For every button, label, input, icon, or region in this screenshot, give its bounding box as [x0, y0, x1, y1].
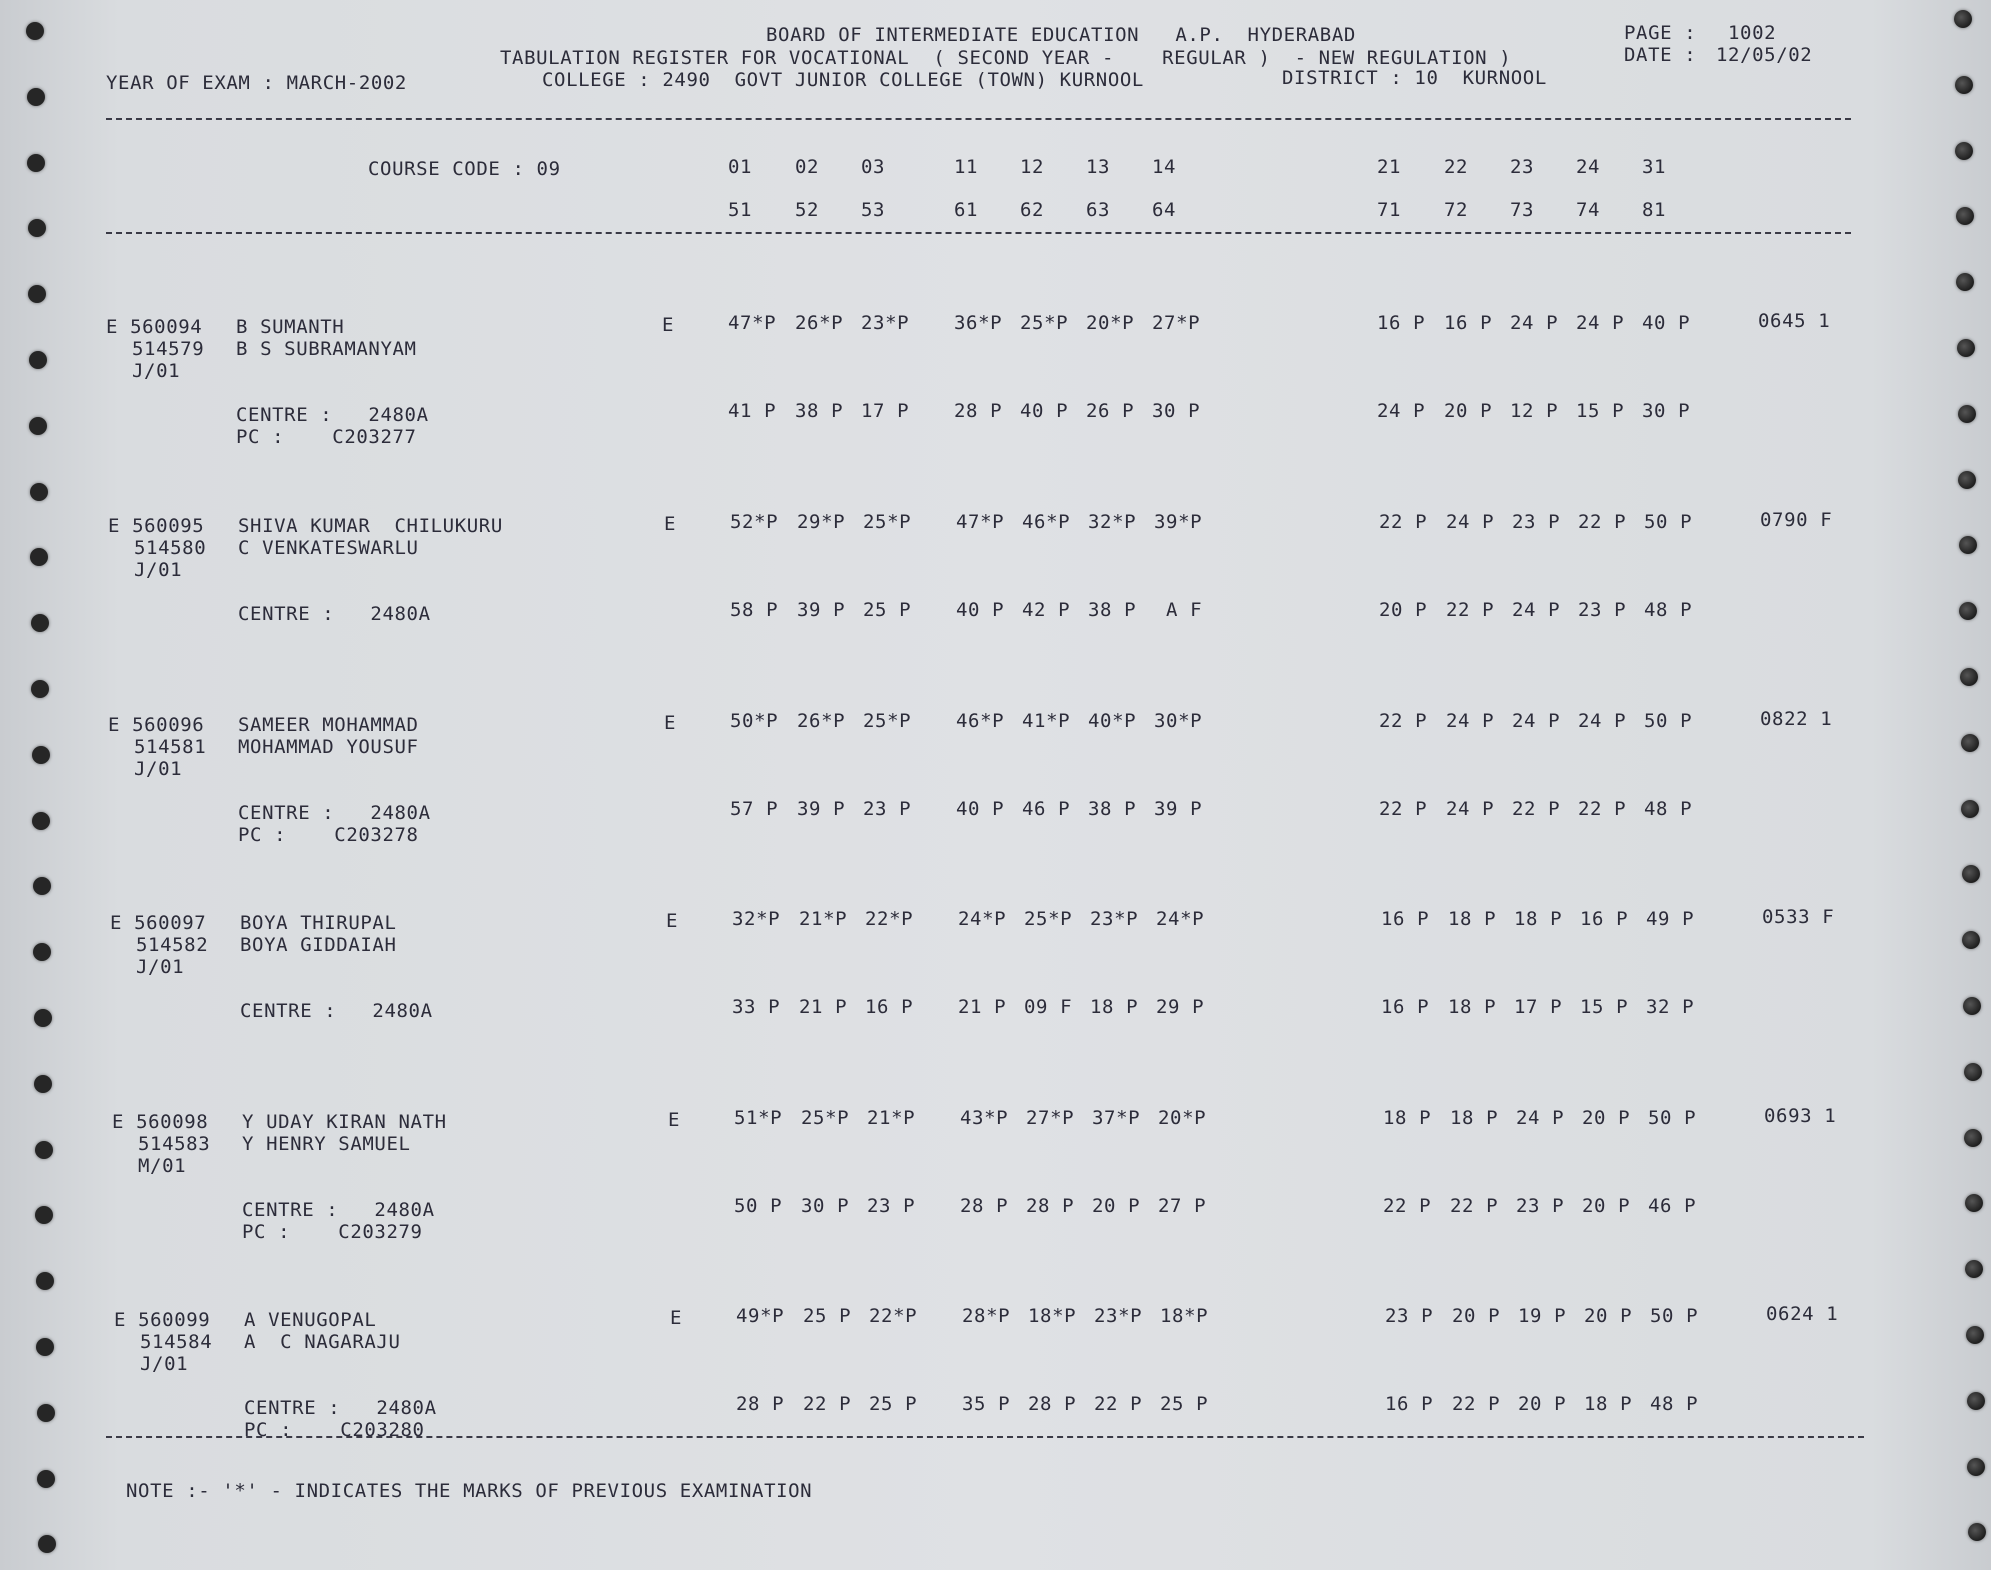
medium-code: E [664, 513, 677, 535]
pc-number: PC : C203277 [236, 426, 417, 448]
mark-cell: 23 P [867, 1195, 916, 1217]
mark-cell: 15 P [1576, 400, 1625, 422]
feed-hole [36, 1272, 54, 1290]
mark-cell: 22 P [1512, 798, 1561, 820]
mark-cell: 41*P [1022, 710, 1071, 732]
mark-cell: 23*P [1094, 1305, 1143, 1327]
mark-cell: 17 P [861, 400, 910, 422]
mark-cell: 22 P [1446, 599, 1495, 621]
feed-hole [32, 746, 50, 764]
group-code: J/01 [134, 758, 183, 780]
feed-hole [1955, 142, 1973, 160]
mark-cell: 18 P [1584, 1393, 1633, 1415]
mark-cell: 50 P [1648, 1107, 1697, 1129]
exam-centre: CENTRE : 2480A [240, 1000, 433, 1022]
mark-cell: 39 P [797, 599, 846, 621]
mark-cell: 29*P [797, 511, 846, 533]
subject-code-header: 62 [1020, 199, 1045, 221]
mark-cell: 20 P [1092, 1195, 1141, 1217]
mark-cell: 18*P [1028, 1305, 1077, 1327]
hall-ticket-number: E 560095 [108, 515, 205, 537]
medium-code: E [670, 1307, 683, 1329]
mark-cell: 18 P [1448, 996, 1497, 1018]
subject-code-header: 22 [1444, 156, 1469, 178]
print-date: 12/05/02 [1716, 44, 1813, 66]
mark-cell: 40 P [1020, 400, 1069, 422]
mark-cell: 50 P [1644, 710, 1693, 732]
mark-cell: 17 P [1514, 996, 1563, 1018]
hall-ticket-number: E 560097 [110, 912, 207, 934]
bottom-divider [106, 1436, 1864, 1438]
mark-cell: 26*P [795, 312, 844, 334]
mark-cell: 40*P [1088, 710, 1137, 732]
mark-cell: 51*P [734, 1107, 783, 1129]
mark-cell: 41 P [728, 400, 777, 422]
subject-code-header: 13 [1086, 156, 1111, 178]
feed-hole [30, 483, 48, 501]
mark-cell: 24 P [1576, 312, 1625, 334]
mark-cell: 22 P [1379, 710, 1428, 732]
subject-code-header: 72 [1444, 199, 1469, 221]
mark-cell: 22 P [1094, 1393, 1143, 1415]
mark-cell: 23*P [861, 312, 910, 334]
mark-cell: 18 P [1090, 996, 1139, 1018]
feed-hole [1956, 207, 1974, 225]
mark-cell: 16 P [1385, 1393, 1434, 1415]
mark-cell: 29 P [1156, 996, 1205, 1018]
father-name: B S SUBRAMANYAM [236, 338, 417, 360]
feed-hole [35, 1206, 53, 1224]
feed-hole [28, 219, 46, 237]
mark-cell: 27 P [1158, 1195, 1207, 1217]
mark-cell: 20 P [1582, 1107, 1631, 1129]
mark-cell: 24 P [1446, 710, 1495, 732]
feed-hole [29, 417, 47, 435]
mark-cell: 18 P [1450, 1107, 1499, 1129]
mark-cell: 20 P [1379, 599, 1428, 621]
district-info: DISTRICT : 10 KURNOOL [1282, 67, 1547, 89]
mark-cell: 50 P [734, 1195, 783, 1217]
subject-code-header: 11 [954, 156, 979, 178]
feed-hole [1960, 668, 1978, 686]
mark-cell: 25 P [863, 599, 912, 621]
mark-cell: 38 P [1088, 599, 1137, 621]
mark-cell: 47*P [956, 511, 1005, 533]
mark-cell: 28 P [1026, 1195, 1075, 1217]
feed-hole [26, 22, 44, 40]
mark-cell: 25*P [863, 710, 912, 732]
mark-cell: 38 P [795, 400, 844, 422]
mark-cell: 30 P [801, 1195, 850, 1217]
feed-hole [1959, 536, 1977, 554]
father-name: A C NAGARAJU [244, 1331, 401, 1353]
exam-centre: CENTRE : 2480A [242, 1199, 435, 1221]
mark-cell: 57 P [730, 798, 779, 820]
mark-cell: 22 P [803, 1393, 852, 1415]
subject-code-header: 53 [861, 199, 886, 221]
mark-cell: 25 P [1160, 1393, 1209, 1415]
board-title: BOARD OF INTERMEDIATE EDUCATION A.P. HYDERABAD [766, 24, 1356, 46]
mark-cell: 22 P [1578, 798, 1627, 820]
mark-cell: 24*P [1156, 908, 1205, 930]
hall-ticket-number: E 560094 [106, 316, 203, 338]
page-number: 1002 [1728, 22, 1777, 44]
mark-cell: 30 P [1152, 400, 1201, 422]
exam-centre: CENTRE : 2480A [238, 802, 431, 824]
mark-cell: 22 P [1379, 798, 1428, 820]
student-name: BOYA THIRUPAL [240, 912, 397, 934]
mark-cell: 24 P [1446, 511, 1495, 533]
mark-cell: 30 P [1642, 400, 1691, 422]
subject-code-header: 71 [1377, 199, 1402, 221]
mark-cell: 24 P [1512, 710, 1561, 732]
hall-ticket-number: E 560098 [112, 1111, 209, 1133]
feed-hole [34, 1009, 52, 1027]
mark-cell: 22 P [1450, 1195, 1499, 1217]
mark-cell: 21*P [799, 908, 848, 930]
mark-cell: 58 P [730, 599, 779, 621]
father-name: MOHAMMAD YOUSUF [238, 736, 419, 758]
subject-code-header: 12 [1020, 156, 1045, 178]
mark-cell: 28 P [954, 400, 1003, 422]
mark-cell: 49*P [736, 1305, 785, 1327]
mark-cell: 24 P [1516, 1107, 1565, 1129]
student-name: A VENUGOPAL [244, 1309, 377, 1331]
mark-cell: 22 P [1383, 1195, 1432, 1217]
mark-cell: 32*P [1088, 511, 1137, 533]
subject-code-header: 63 [1086, 199, 1111, 221]
feed-hole [27, 154, 45, 172]
feed-hole [1961, 734, 1979, 752]
mark-cell: 18 P [1448, 908, 1497, 930]
feed-hole [1965, 1260, 1983, 1278]
mark-cell: 20 P [1518, 1393, 1567, 1415]
mark-cell: 40 P [956, 798, 1005, 820]
mark-cell: 24*P [958, 908, 1007, 930]
feed-hole [1965, 1194, 1983, 1212]
feed-hole [1967, 1392, 1985, 1410]
footnote: NOTE :- '*' - INDICATES THE MARKS OF PREVIOUS EXAMINATION [126, 1480, 813, 1502]
mark-cell: 25*P [801, 1107, 850, 1129]
register-title: TABULATION REGISTER FOR VOCATIONAL ( SECOND YEAR - REGULAR ) - NEW REGULATION ) [500, 47, 1512, 69]
mark-cell: 24 P [1446, 798, 1495, 820]
feed-hole [1962, 931, 1980, 949]
feed-hole [1961, 800, 1979, 818]
feed-hole [31, 680, 49, 698]
mark-cell: 32 P [1646, 996, 1695, 1018]
feed-hole [1954, 10, 1972, 28]
mark-cell: 20*P [1158, 1107, 1207, 1129]
top-divider [106, 118, 1851, 120]
feed-hole [1963, 997, 1981, 1015]
mark-cell: 28 P [1028, 1393, 1077, 1415]
registration-number: 514579 [132, 338, 205, 360]
mark-cell: 27*P [1026, 1107, 1075, 1129]
feed-hole [35, 1141, 53, 1159]
mark-cell: 21 P [958, 996, 1007, 1018]
mark-cell: 20*P [1086, 312, 1135, 334]
mark-cell: 18*P [1160, 1305, 1209, 1327]
total-result: 0624 1 [1766, 1303, 1839, 1325]
subject-code-header: 73 [1510, 199, 1535, 221]
course-code: COURSE CODE : 09 [368, 158, 561, 180]
subject-code-header: 64 [1152, 199, 1177, 221]
mark-cell: 25*P [1024, 908, 1073, 930]
student-name: B SUMANTH [236, 316, 345, 338]
feed-hole [1955, 76, 1973, 94]
mark-cell: 25*P [863, 511, 912, 533]
group-code: J/01 [136, 956, 185, 978]
feed-hole [1958, 405, 1976, 423]
father-name: BOYA GIDDAIAH [240, 934, 397, 956]
mark-cell: 23*P [1090, 908, 1139, 930]
mark-cell: 25*P [1020, 312, 1069, 334]
mark-cell: 20 P [1582, 1195, 1631, 1217]
mark-cell: 52*P [730, 511, 779, 533]
mark-cell: 46 P [1022, 798, 1071, 820]
mark-cell: 42 P [1022, 599, 1071, 621]
group-code: J/01 [140, 1353, 189, 1375]
feed-hole [28, 285, 46, 303]
mark-cell: 16 P [865, 996, 914, 1018]
mark-cell: 48 P [1650, 1393, 1699, 1415]
mark-cell: 23 P [1516, 1195, 1565, 1217]
mark-cell: 12 P [1510, 400, 1559, 422]
subject-code-header: 51 [728, 199, 753, 221]
mark-cell: 24 P [1578, 710, 1627, 732]
registration-number: 514584 [140, 1331, 213, 1353]
mark-cell: 16 P [1381, 996, 1430, 1018]
mark-cell: 25 P [803, 1305, 852, 1327]
feed-hole [1962, 865, 1980, 883]
pc-number: PC : C203279 [242, 1221, 423, 1243]
mark-cell: 40 P [1642, 312, 1691, 334]
mark-cell: 46*P [956, 710, 1005, 732]
mark-cell: 28 P [736, 1393, 785, 1415]
mark-cell: 18 P [1383, 1107, 1432, 1129]
mark-cell: 19 P [1518, 1305, 1567, 1327]
mark-cell: 32*P [732, 908, 781, 930]
mark-cell: 33 P [732, 996, 781, 1018]
mark-cell: 37*P [1092, 1107, 1141, 1129]
mark-cell: 22 P [1452, 1393, 1501, 1415]
mark-cell: 36*P [954, 312, 1003, 334]
feed-hole [1959, 602, 1977, 620]
feed-hole [38, 1535, 56, 1553]
pc-number: PC : C203278 [238, 824, 419, 846]
mark-cell: 22*P [865, 908, 914, 930]
feed-hole [1956, 273, 1974, 291]
registration-number: 514582 [136, 934, 209, 956]
feed-hole [32, 812, 50, 830]
mark-cell: 20 P [1444, 400, 1493, 422]
feed-hole [1966, 1326, 1984, 1344]
mark-cell: 23 P [1578, 599, 1627, 621]
total-result: 0533 F [1762, 906, 1835, 928]
mark-cell: 50 P [1650, 1305, 1699, 1327]
subject-code-header: 02 [795, 156, 820, 178]
subject-code-header: 52 [795, 199, 820, 221]
feed-hole [37, 1470, 55, 1488]
mark-cell: 23 P [863, 798, 912, 820]
feed-hole [1957, 339, 1975, 357]
mark-cell: 39 P [797, 798, 846, 820]
mark-cell: 23 P [1385, 1305, 1434, 1327]
subject-code-header: 21 [1377, 156, 1402, 178]
student-name: SAMEER MOHAMMAD [238, 714, 419, 736]
feed-hole [1958, 471, 1976, 489]
subject-code-header: 24 [1576, 156, 1601, 178]
feed-hole [1967, 1458, 1985, 1476]
subject-code-header: 61 [954, 199, 979, 221]
mark-cell: 26*P [797, 710, 846, 732]
mark-cell: 35 P [962, 1393, 1011, 1415]
mark-cell: 16 P [1444, 312, 1493, 334]
subject-code-header: 23 [1510, 156, 1535, 178]
mark-cell: 16 P [1381, 908, 1430, 930]
mark-cell: 39*P [1154, 511, 1203, 533]
mark-cell: 48 P [1644, 599, 1693, 621]
group-code: J/01 [134, 559, 183, 581]
medium-code: E [664, 712, 677, 734]
student-name: Y UDAY KIRAN NATH [242, 1111, 447, 1133]
father-name: C VENKATESWARLU [238, 537, 419, 559]
feed-hole [30, 548, 48, 566]
feed-hole [1964, 1129, 1982, 1147]
mark-cell: 28*P [962, 1305, 1011, 1327]
mark-cell: 18 P [1514, 908, 1563, 930]
header-divider [106, 232, 1851, 234]
mark-cell: 22 P [1578, 511, 1627, 533]
total-result: 0645 1 [1758, 310, 1831, 332]
subject-code-header: 01 [728, 156, 753, 178]
mark-cell: 09 F [1024, 996, 1073, 1018]
registration-number: 514581 [134, 736, 207, 758]
medium-code: E [668, 1109, 681, 1131]
feed-hole [31, 614, 49, 632]
feed-hole [33, 877, 51, 895]
mark-cell: 40 P [956, 599, 1005, 621]
registration-number: 514583 [138, 1133, 211, 1155]
mark-cell: 47*P [728, 312, 777, 334]
group-code: J/01 [132, 360, 181, 382]
mark-cell: 23 P [1512, 511, 1561, 533]
college-info: COLLEGE : 2490 GOVT JUNIOR COLLEGE (TOWN) KURNOOL [542, 69, 1144, 91]
subject-code-header: 31 [1642, 156, 1667, 178]
mark-cell: 20 P [1452, 1305, 1501, 1327]
registration-number: 514580 [134, 537, 207, 559]
mark-cell: 50 P [1644, 511, 1693, 533]
mark-cell: 24 P [1510, 312, 1559, 334]
mark-cell: 16 P [1580, 908, 1629, 930]
exam-centre: CENTRE : 2480A [244, 1397, 437, 1419]
feed-hole [29, 351, 47, 369]
feed-hole [37, 1404, 55, 1422]
feed-hole [1968, 1523, 1986, 1541]
mark-cell: 28 P [960, 1195, 1009, 1217]
feed-hole [33, 943, 51, 961]
total-result: 0790 F [1760, 509, 1833, 531]
mark-cell: 30*P [1154, 710, 1203, 732]
mark-cell: 22*P [869, 1305, 918, 1327]
total-result: 0693 1 [1764, 1105, 1837, 1127]
mark-cell: 46 P [1648, 1195, 1697, 1217]
mark-cell: 20 P [1584, 1305, 1633, 1327]
mark-cell: 24 P [1512, 599, 1561, 621]
mark-cell: 16 P [1377, 312, 1426, 334]
page-label: PAGE : [1624, 22, 1697, 44]
mark-cell: A F [1154, 599, 1203, 621]
hall-ticket-number: E 560096 [108, 714, 205, 736]
total-result: 0822 1 [1760, 708, 1833, 730]
mark-cell: 49 P [1646, 908, 1695, 930]
mark-cell: 22 P [1379, 511, 1428, 533]
mark-cell: 50*P [730, 710, 779, 732]
mark-cell: 15 P [1580, 996, 1629, 1018]
mark-cell: 25 P [869, 1393, 918, 1415]
subject-code-header: 14 [1152, 156, 1177, 178]
exam-centre: CENTRE : 2480A [236, 404, 429, 426]
mark-cell: 43*P [960, 1107, 1009, 1129]
feed-hole [1964, 1063, 1982, 1081]
feed-hole [34, 1075, 52, 1093]
year-of-exam: YEAR OF EXAM : MARCH-2002 [106, 72, 407, 94]
mark-cell: 26 P [1086, 400, 1135, 422]
mark-cell: 38 P [1088, 798, 1137, 820]
medium-code: E [666, 910, 679, 932]
mark-cell: 46*P [1022, 511, 1071, 533]
group-code: M/01 [138, 1155, 187, 1177]
mark-cell: 21 P [799, 996, 848, 1018]
feed-hole [27, 88, 45, 106]
mark-cell: 39 P [1154, 798, 1203, 820]
mark-cell: 48 P [1644, 798, 1693, 820]
pc-number: PC : C203280 [244, 1419, 425, 1441]
mark-cell: 21*P [867, 1107, 916, 1129]
mark-cell: 24 P [1377, 400, 1426, 422]
medium-code: E [662, 314, 675, 336]
mark-cell: 27*P [1152, 312, 1201, 334]
subject-code-header: 74 [1576, 199, 1601, 221]
hall-ticket-number: E 560099 [114, 1309, 211, 1331]
father-name: Y HENRY SAMUEL [242, 1133, 411, 1155]
date-label: DATE : [1624, 44, 1697, 66]
subject-code-header: 81 [1642, 199, 1667, 221]
student-name: SHIVA KUMAR CHILUKURU [238, 515, 503, 537]
feed-hole [36, 1338, 54, 1356]
exam-centre: CENTRE : 2480A [238, 603, 431, 625]
subject-code-header: 03 [861, 156, 886, 178]
